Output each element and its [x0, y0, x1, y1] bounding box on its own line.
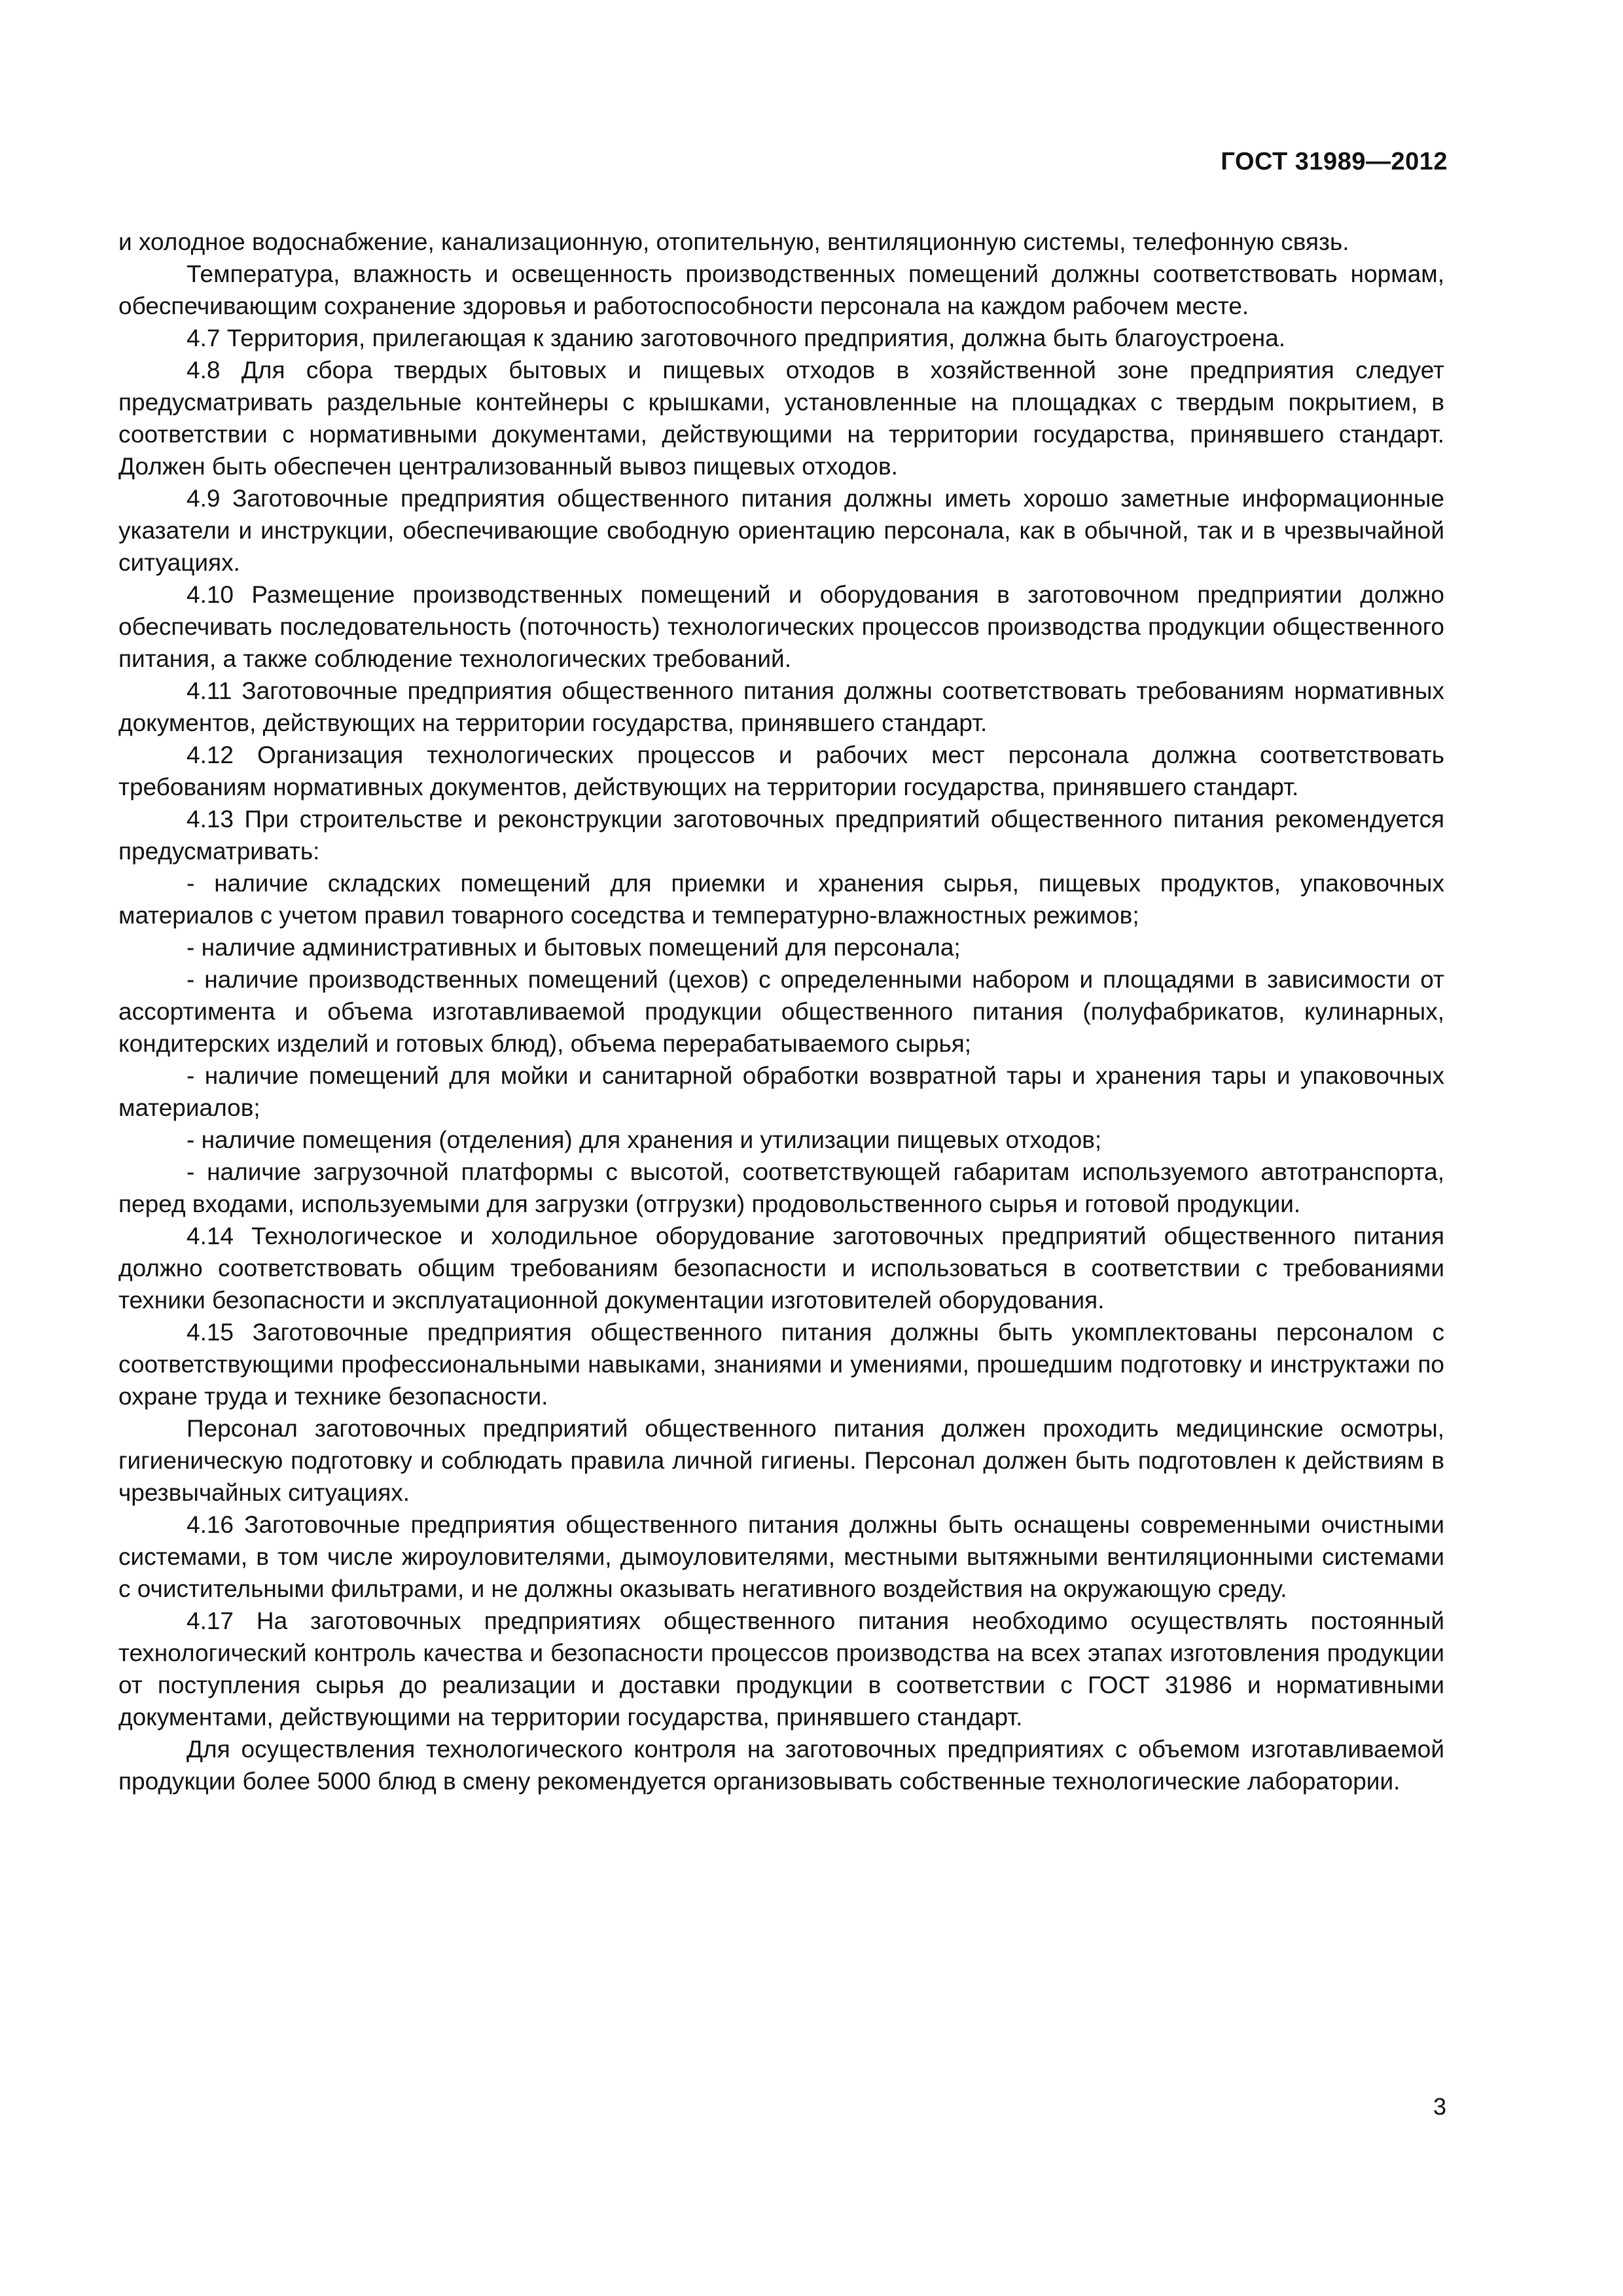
paragraph: Персонал заготовочных предприятий общественного питания должен проходить медицинские осмотры, гигиеническую подготовку и соблюдать правила личной гигиены. Персонал должен быть подготовлен к действиям в чрезвычайных ситуациях. — [118, 1415, 1444, 1506]
list-item: - наличие помещений для мойки и санитарной обработки возвратной тары и хранения тары и упаковочных материалов; — [118, 1062, 1444, 1121]
paragraph-clause-4-7: 4.7 Территория, прилегающая к зданию заготовочного предприятия, должна быть благоустроена. — [187, 325, 1286, 351]
list-item: - наличие помещения (отделения) для хранения и утилизации пищевых отходов; — [187, 1126, 1102, 1153]
paragraph-clause-4-11: 4.11 Заготовочные предприятия общественного питания должны соответствовать требованиям нормативных документов, действующих на территории государства, принявшего стандарт. — [118, 677, 1444, 736]
document-header-standard-id: ГОСТ 31989—2012 — [1221, 148, 1448, 175]
paragraph: Температура, влажность и освещенность производственных помещений должны соответствовать нормам, обеспечивающим сохранение здоровья и работоспособности персонала на каждом рабочем месте. — [118, 260, 1444, 319]
list-item: - наличие административных и бытовых помещений для персонала; — [187, 934, 961, 961]
paragraph-clause-4-16: 4.16 Заготовочные предприятия общественного питания должны быть оснащены современными очистными системами, в том числе жироуловителями, дымоуловителями, местными вытяжными вентиляционными системами с очистительными фильтрами, и не должны оказывать негативного воздействия на окружающую среду. — [118, 1511, 1444, 1602]
paragraph-clause-4-8: 4.8 Для сбора твердых бытовых и пищевых отходов в хозяйственной зоне предприятия следует предусматривать раздельные контейнеры с крышками, установленные на площадках с твердым покрытием, в соответствии с нормативными документами, действующими на территории государства, принявшего стандарт. Должен быть обеспечен централизованный вывоз пищевых отходов. — [118, 357, 1444, 480]
page-number: 3 — [1433, 2093, 1446, 2120]
paragraph-clause-4-9: 4.9 Заготовочные предприятия общественного питания должны иметь хорошо заметные информационные указатели и инструкции, обеспечивающие свободную ориентацию персонала, как в обычной, так и в чрезвычайной ситуациях. — [118, 485, 1444, 576]
list-item: - наличие складских помещений для приемки и хранения сырья, пищевых продуктов, упаковочных материалов с учетом правил товарного соседства и температурно-влажностных режимов; — [118, 870, 1444, 929]
paragraph-clause-4-15: 4.15 Заготовочные предприятия общественного питания должны быть укомплектованы персоналом с соответствующими профессиональными навыками, знаниями и умениями, прошедшим подготовку и инструктажи по охране труда и технике безопасности. — [118, 1319, 1444, 1410]
paragraph-clause-4-14: 4.14 Технологическое и холодильное оборудование заготовочных предприятий общественного питания должно соответствовать общим требованиям безопасности и использоваться в соответствии с требованиями техники безопасности и эксплуатационной документации изготовителей оборудования. — [118, 1223, 1444, 1314]
list-item: - наличие производственных помещений (цехов) с определенными набором и площадями в зависимости от ассортимента и объема изготавливаемой продукции общественного питания (полуфабрикатов, кулинарных, кондитерских изделий и готовых блюд), объема перерабатываемого сырья; — [118, 966, 1444, 1057]
document-body — [118, 226, 1444, 1797]
paragraph-clause-4-12: 4.12 Организация технологических процессов и рабочих мест персонала должна соответствовать требованиям нормативных документов, действующих на территории государства, принявшего стандарт. — [118, 742, 1444, 800]
paragraph-clause-4-17: 4.17 На заготовочных предприятиях общественного питания необходимо осуществлять постоянный технологический контроль качества и безопасности процессов производства на всех этапах изготовления продукции от поступления сырья до реализации и доставки продукции в соответствии с ГОСТ 31986 и нормативными документами, действующими на территории государства, принявшего стандарт. — [118, 1607, 1444, 1731]
paragraph-clause-4-10: 4.10 Размещение производственных помещений и оборудования в заготовочном предприятии должно обеспечивать последовательность (поточность) технологических процессов производства продукции общественного питания, а также соблюдение технологических требований. — [118, 581, 1444, 672]
list-item: - наличие загрузочной платформы с высотой, соответствующей габаритам используемого автотранспорта, перед входами, используемыми для загрузки (отгрузки) продовольственного сырья и готовой продукции. — [118, 1158, 1444, 1217]
paragraph: и холодное водоснабжение, канализационную, отопительную, вентиляционную системы, телефонную связь. — [118, 228, 1349, 255]
paragraph: Для осуществления технологического контроля на заготовочных предприятиях с объемом изготавливаемой продукции более 5000 блюд в смену рекомендуется организовывать собственные технологические лаборатории. — [118, 1736, 1444, 1795]
paragraph-clause-4-13: 4.13 При строительстве и реконструкции заготовочных предприятий общественного питания рекомендуется предусматривать: — [118, 806, 1444, 865]
